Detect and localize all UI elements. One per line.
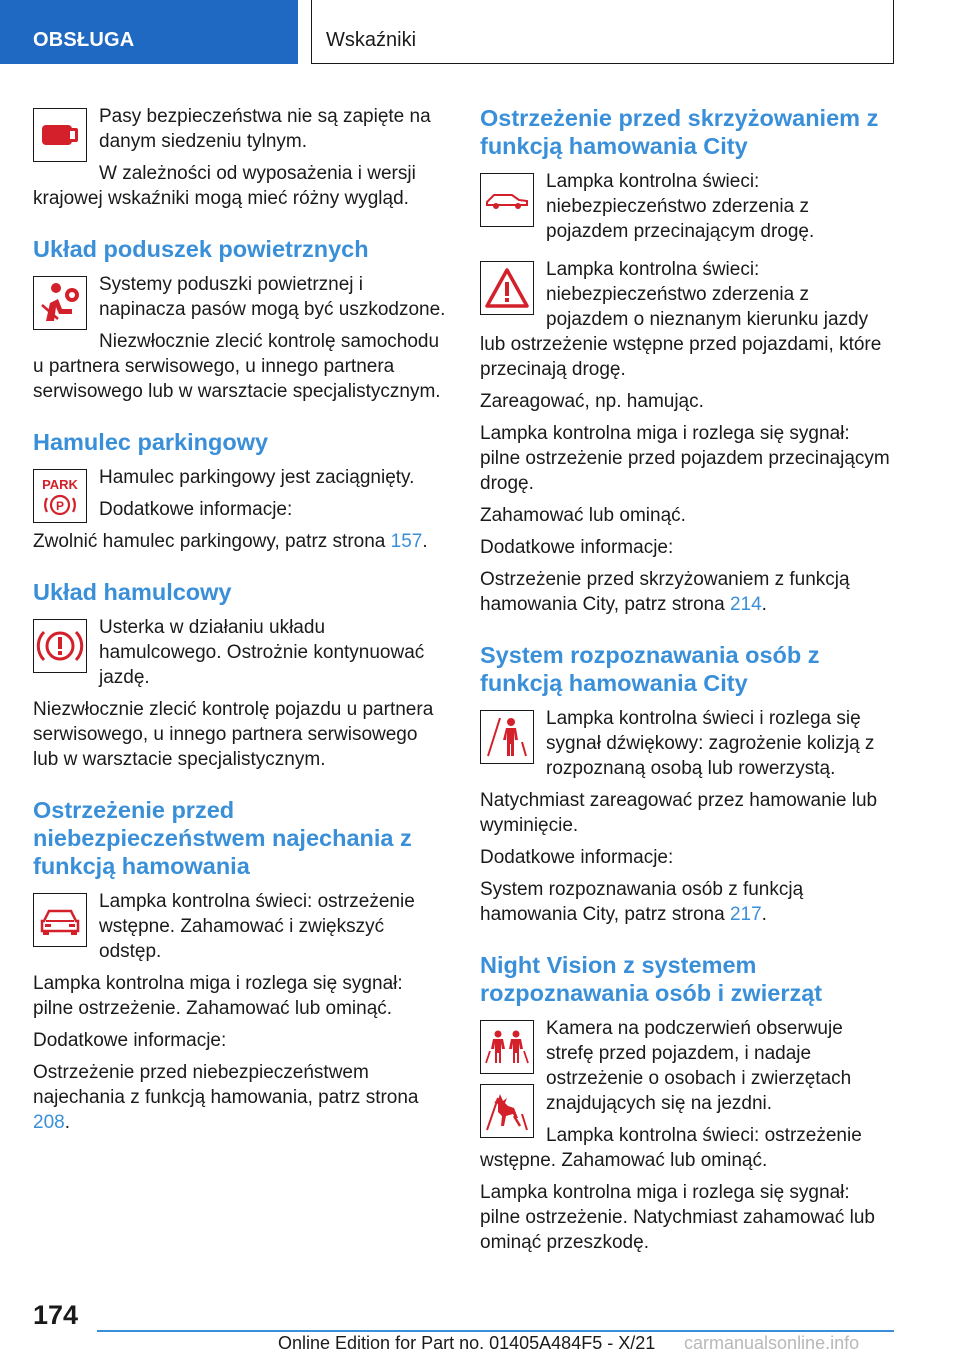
page-number: 174 bbox=[33, 1300, 79, 1330]
parking-text-1: Hamulec parkingowy jest zaciągnięty. bbox=[99, 467, 415, 488]
cross-text-3: Zareagować, np. hamując. bbox=[480, 391, 704, 412]
person-text-3: Dodatkowe informacje: bbox=[480, 847, 674, 868]
airbag-icon bbox=[33, 276, 87, 330]
svg-text:PARK: PARK bbox=[42, 477, 78, 492]
airbag-text-2: Niezwłocznie zlecić kontrolę samochodu u partnera serwisowego, u innego partnera serwisowego lub w warsztacie specjalistycznym. bbox=[33, 331, 441, 402]
night-text-3: Lampka kontrolna miga i rozlega się sygnał: pilne ostrzeżenie. Natychmiast zahamować lub ominąć przeszkodę. bbox=[480, 1182, 875, 1253]
collision-text-4: Ostrzeżenie przed niebezpieczeństwem najechania z funkcją hamowania, patrz strona 208. bbox=[33, 1062, 419, 1133]
brake-text-2: Niezwłocznie zlecić kontrolę pojazdu u partnera serwisowego, u innego partnera serwisowego lub w warsztacie specjalistycznym. bbox=[33, 699, 434, 770]
chapter-tab bbox=[311, 0, 894, 64]
heading-collision-warning: Ostrzeżenie przed niebezpieczeństwem najechania z funkcją hamowania bbox=[33, 797, 412, 879]
footer-divider bbox=[97, 1330, 894, 1332]
heading-cross-traffic: Ostrzeżenie przed skrzyżowaniem z funkcją hamowania City bbox=[480, 105, 879, 159]
section-tab bbox=[0, 0, 298, 64]
person-text-2: Natychmiast zareagować przez hamowanie lub wyminięcie. bbox=[480, 790, 878, 836]
person-text-4: System rozpoznawania osób z funkcją hamowania City, patrz strona 217. bbox=[480, 879, 804, 925]
cross-text-6: Dodatkowe informacje: bbox=[480, 537, 674, 558]
chapter-title: Wskaźniki bbox=[326, 29, 417, 51]
cross-text-2: Lampka kontrolna świeci: niebezpieczeństwo zderzenia z pojazdem o nieznanym kierunku jazdy lub ostrzeżenie wstępne przed pojazdami, które przecinają drogę. bbox=[480, 259, 882, 380]
page-link-217[interactable]: 217 bbox=[729, 904, 762, 925]
crossing-car-icon bbox=[480, 173, 534, 227]
brake-text-1: Usterka w działaniu układu hamulcowego. Ostrożnie kontynuować jazdę. bbox=[99, 617, 425, 688]
watermark: carmanualsonline.info bbox=[684, 1333, 860, 1353]
night-text-2: Lampka kontrolna świeci: ostrzeżenie wstępne. Zahamować lub ominąć. bbox=[480, 1125, 862, 1171]
parking-text-3: Zwolnić hamulec parkingowy, patrz strona 157. bbox=[33, 531, 428, 552]
right-column bbox=[480, 104, 894, 1262]
svg-text:P: P bbox=[55, 499, 65, 513]
section-title: OBSŁUGA bbox=[33, 29, 135, 51]
collision-text-2: Lampka kontrolna miga i rozlega się sygnał: pilne ostrzeżenie. Zahamować lub ominąć. bbox=[33, 973, 403, 1019]
cross-text-1: Lampka kontrolna świeci: niebezpieczeństwo zderzenia z pojazdem przecinającym drogę. bbox=[546, 171, 815, 242]
collision-text-1: Lampka kontrolna świeci: ostrzeżenie wstępne. Zahamować i zwiększyć odstęp. bbox=[99, 891, 415, 962]
left-column bbox=[33, 104, 447, 1142]
brake-fault-icon bbox=[33, 619, 87, 673]
pedestrians-icon bbox=[480, 1020, 534, 1074]
collision-text-3: Dodatkowe informacje: bbox=[33, 1030, 227, 1051]
page-link-214[interactable]: 214 bbox=[729, 594, 762, 615]
heading-brake-system: Układ hamulcowy bbox=[33, 579, 232, 605]
warning-triangle-icon bbox=[480, 261, 534, 315]
cross-text-7: Ostrzeżenie przed skrzyżowaniem z funkcją hamowania City, patrz strona 214. bbox=[480, 569, 850, 615]
seatbelt-text: Pasy bezpieczeństwa nie są zapięte na danym siedzeniu tylnym. bbox=[99, 106, 431, 152]
cross-text-4: Lampka kontrolna miga i rozlega się sygnał: pilne ostrzeżenie przed pojazdem przecinającym drogę. bbox=[480, 423, 890, 494]
person-text-1: Lampka kontrolna świeci i rozlega się sygnał dźwiękowy: zagrożenie kolizją z rozpoznaną osobą lub rowerzystą. bbox=[546, 708, 875, 779]
animal-warning-icon bbox=[480, 1084, 534, 1138]
rear-seatbelt-icon bbox=[33, 108, 87, 162]
night-vision-icons bbox=[480, 1016, 546, 1138]
cross-text-5: Zahamować lub ominąć. bbox=[480, 505, 686, 526]
front-collision-car-icon bbox=[33, 893, 87, 947]
heading-person-detection: System rozpoznawania osób z funkcją hamowania City bbox=[480, 642, 820, 696]
heading-parking-brake: Hamulec parkingowy bbox=[33, 429, 269, 455]
parking-brake-icon bbox=[33, 469, 87, 523]
airbag-text-1: Systemy poduszki powietrznej i napinacza pasów mogą być uszkodzone. bbox=[99, 274, 446, 320]
heading-airbag: Układ poduszek powietrznych bbox=[33, 236, 369, 262]
heading-night-vision: Night Vision z systemem rozpoznawania osób i zwierząt bbox=[480, 952, 823, 1006]
night-text-1: Kamera na podczerwień obserwuje strefę przed pojazdem, i nadaje ostrzeżenie o osobach i zwierzętach znajdujących się na jezdni. bbox=[546, 1018, 852, 1114]
page-link-157[interactable]: 157 bbox=[390, 531, 423, 552]
page-link-208[interactable]: 208 bbox=[33, 1112, 65, 1133]
footer-edition: Online Edition for Part no. 01405A484F5 - X/21 bbox=[278, 1333, 656, 1353]
pedestrian-warning-icon bbox=[480, 710, 534, 764]
variant-note: W zależności od wyposażenia i wersji krajowej wskaźniki mogą mieć różny wygląd. bbox=[33, 163, 416, 209]
parking-text-2: Dodatkowe informacje: bbox=[99, 499, 293, 520]
